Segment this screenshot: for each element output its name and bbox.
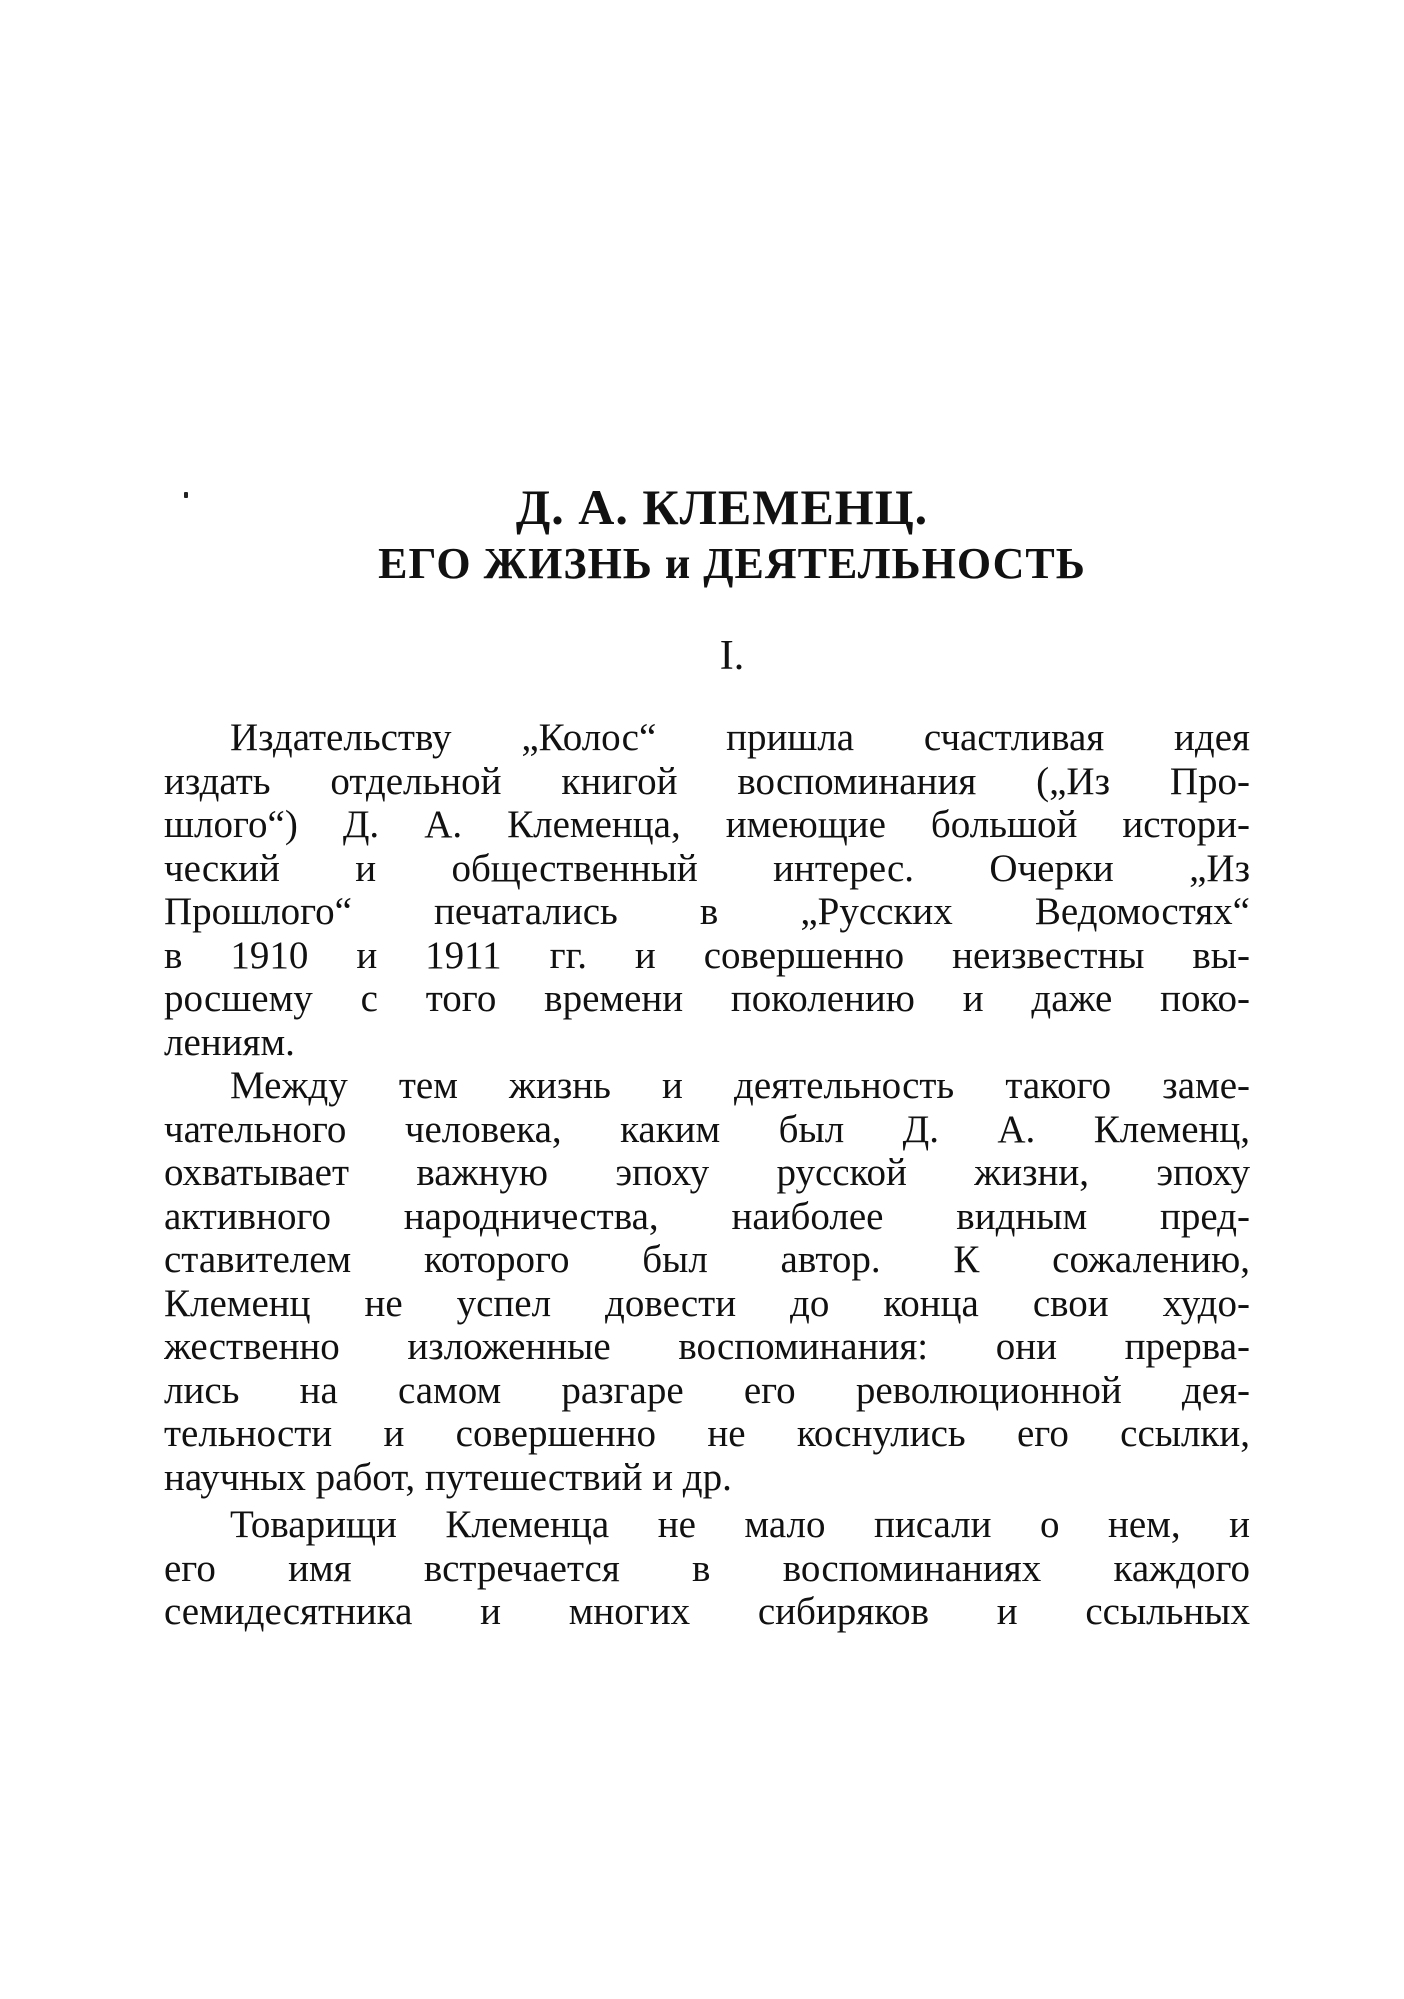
text-line: научных работ, путешествий и др. bbox=[164, 1455, 732, 1499]
text-line: Издательству „Колос“ пришла счастливая идея bbox=[230, 716, 1250, 759]
section-number: I. bbox=[719, 633, 745, 679]
text-line: семидесятника и многих сибиряков и ссыльных bbox=[164, 1590, 1250, 1633]
paragraph-3 bbox=[164, 1503, 1250, 1634]
text-line: охватывает важную эпоху русской жизни, эпоху bbox=[164, 1151, 1250, 1194]
paragraph-2 bbox=[164, 1064, 1250, 1499]
text-line: лениям. bbox=[164, 1020, 295, 1064]
text-line: его имя встречается в воспоминаниях каждого bbox=[164, 1546, 1250, 1590]
paragraph-1 bbox=[164, 716, 1250, 1064]
text-line: издать отдельной книгой воспоминания („Из Про- bbox=[164, 759, 1250, 803]
text-line: тельности и совершенно не коснулись его ссылки, bbox=[164, 1412, 1250, 1455]
text-line: Клеменц не успел довести до конца свои худо- bbox=[164, 1281, 1250, 1325]
text-line: Прошлого“ печатались в „Русских Ведомостях“ bbox=[164, 890, 1250, 933]
text-line: росшему с того времени поколению и даже поко- bbox=[164, 977, 1250, 1020]
text-line: лись на самом разгаре его революционной дея- bbox=[164, 1368, 1250, 1412]
text-line: ставителем которого был автор. К сожалению, bbox=[164, 1238, 1250, 1281]
text-line: жественно изложенные воспоминания: они прерва- bbox=[164, 1325, 1250, 1368]
text-line: в 1910 и 1911 гг. и совершенно неизвестны вы- bbox=[164, 933, 1250, 977]
text-line: активного народничества, наиболее видным пред- bbox=[164, 1194, 1250, 1238]
text-line: ческий и общественный интерес. Очерки „Из bbox=[164, 846, 1250, 890]
text-line: чательного человека, каким был Д. А. Клеменц, bbox=[164, 1107, 1250, 1151]
body-text bbox=[164, 716, 1250, 1634]
text-line: Товарищи Клеменца не мало писали о нем, и bbox=[230, 1503, 1250, 1546]
chapter-subtitle: ЕГО ЖИЗНЬ и ДЕЯТЕЛЬНОСТЬ bbox=[378, 539, 1086, 588]
text-line: Между тем жизнь и деятельность такого заме- bbox=[230, 1064, 1250, 1107]
chapter-title: Д. А. КЛЕМЕНЦ. bbox=[515, 479, 929, 535]
text-line: шлого“) Д. А. Клеменца, имеющие большой истори- bbox=[164, 803, 1250, 846]
